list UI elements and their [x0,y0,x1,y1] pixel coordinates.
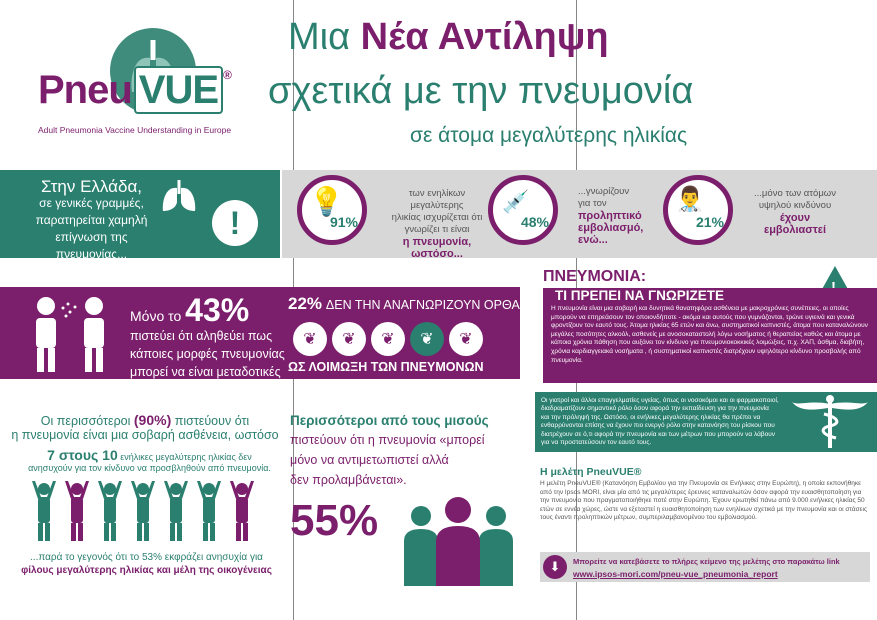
greece-box [0,170,280,261]
prevent-text: Περισσότεροι από τους μισούς πιστεύουν ότι η πνευμονία «μπορεί μόνο να αντιμετωπιστεί αλλά δεν προλαμβάνεται». [290,413,489,487]
greece-text: σε γενικές γραμμές, [39,196,144,210]
greece-text: παρατηρείται χαμηλή [35,213,148,227]
study-link[interactable]: www.ipsos-mori.com/pneu-vue_pneumonia_report [573,569,778,579]
stat-value: 91% [329,214,358,230]
contagious-value: 43% [185,292,250,328]
page-title: Μια Νέα Αντίληψη [288,16,609,58]
stat-text: των ενηλίκων μεγαλύτερης ηλικίας ισχυρίζεται ότι γνωρίζει τι είναι η πνευμονία, ωστόσο... [391,188,483,260]
people-group-icon [396,496,521,586]
logo-subtitle: Adult Pneumonia Vaccine Understanding in Europe [38,125,232,135]
contagious-text: Μόνο το 43% πιστεύει ότι αληθεύει πως κάποιες μορφές πνευμονίας μπορεί να είναι μεταδοτικές [130,292,285,379]
facts-box [543,268,877,383]
greece-heading: Στην Ελλάδα, [40,177,142,196]
lungs-icon: ❦ [293,322,327,356]
doctors-text: Οι γιατροί και άλλοι επαγγελματίες υγείας, όπως οι νοσοκόμοι και οι φαρμακοποιοί, διαδραματίζουν σημαντικό ρόλο όσον αφορά την εκπαίδευση για την πνευμονία και την πρόληψή της. Ωστόσο, οι ενήλικες μεγαλύτερης ηλικίας θα πρέπει να ενθαρρύνονται επίσης να έχουν πιο ενεργό ρόλο στην κατανόηση του ρίσκου που διατρέχουν σε ό,τι αφορά την πνευμονία και των μέτρων που μπορούν να λάβουν για να προστατεύσουν τον εαυτό τους. [541,397,779,447]
facts-panel [543,288,877,383]
facts-subtitle: ΤΙ ΠΡΕΠΕΙ ΝΑ ΓΝΩΡΙΖΕΤΕ [555,288,724,303]
facts-body: Η πνευμονία είναι μια σοβαρή και δυνητικά θανατηφόρα ασθένεια με μακροχρόνιες συνέπειες, οι οποίες μπορούν να επηρεάσουν τον οποιονδήποτε - ακόμα και αυτούς που γυμνάζονται, τρώνε υγιεινά και γενικά φροντίζουν τον εαυτό τους. Άτομα ηλικίας 65 ετών και άνω, συστηματικοί καπνιστές, άτομα που καταναλώνουν μεγάλες ποσότητες αλκοόλ, ασθενείς με ανοσοκαταστολή λόγω νοσήματος ή θεραπείας καθώς και άτομα με κάποια χρόνια πάθηση που αυξάνει τον κίνδυνο για πνευμονιοκοκκικές λοιμώξεις, π.χ. ΧΑΠ, άσθμα, διαβήτη, χρόνια καρδιαγγειακά νοσήματα , ή συστηματικοί καπνιστές διατρέχουν υψηλότερο κίνδυνο προσβολής από πνευμονία. [551,305,868,364]
lungs-value: 22% [288,294,323,313]
doctors-box [535,392,877,452]
page-title-line2: σχετικά με την πνευμονία [268,70,694,112]
serious-stat: 7 στους 10 ενήλικες μεγαλύτερης ηλικίας δεν ανησυχούν για τον κίνδυνο να προσβληθούν από πνευμονία. [28,447,271,473]
coughing-people-icon [28,294,118,374]
lungs-icon [160,180,198,212]
facts-title: ΠΝΕΥΜΟΝΙΑ: [543,268,647,285]
download-box [540,552,870,582]
lungs-icon: ❦ [449,322,483,356]
lungs-icon: ❦ [332,322,366,356]
lungs-icon: ❦ [371,322,405,356]
syringe-icon: 💉 [502,189,530,214]
download-icon[interactable]: ⬇ [543,555,567,579]
serious-text: Οι περισσότεροι (90%) πιστεύουν ότι η πνευμονία είναι μια σοβαρή ασθένεια, ωστόσο [11,412,279,442]
logo: Pneu VUE ® [38,68,231,112]
stat-value: 48% [520,214,549,230]
lungs-stat-top: 22% ΔΕΝ ΤΗΝ ΑΝΑΓΝΩΡΙΖΟΥΝ ΟΡΘΑ [288,294,520,313]
download-text: Μπορείτε να κατεβάσετε το πλήρες κείμενο της μελέτης στο παρακάτω link [573,557,840,566]
caduceus-icon [790,394,870,450]
study-body: Η μελέτη PneuVUE® (Κατανόηση Εμβολίου για την Πνευμονία σε Ενήλικες στην Ευρώπη), η οποία εκπονήθηκε από την Ipsos MORI, είναι μία από τις μεγαλύτερες έρευνες καταναλωτών όσον αφορά την ευαισθητοποίηση για την πνευμονία που πραγματοποιήθηκε ποτέ στην Ευρώπη. Έχουν ερωτηθεί πάνω από 9.000 ενήλικες ηλικίας 50 ετών σε εννέα χώρες, ώστε να εξεταστεί η ευαισθητοποίηση των ενηλίκων σχετικά με την πνευμονία και οι στάσεις τους έναντι προληπτικών μέτρων, συμπεριλαμβανομένου του εμβολιασμού. [540,480,868,522]
lungs-icon-highlight: ❦ [410,322,444,356]
study-section [540,466,870,523]
serious-footer: ...παρά το γεγονός ότι το 53% εκφράζει ανησυχία για φίλους μεγαλύτερης ηλικίας και μέλη της οικογένειας [21,552,272,576]
lungs-stat-bottom: ΩΣ ΛΟΙΜΩΞΗ ΤΩΝ ΠΝΕΥΜΟΝΩΝ [288,360,484,374]
greece-text: επίγνωση της πνευμονίας... [55,230,128,261]
study-title: Η μελέτη PneuVUE® [540,466,642,478]
lungs-row [293,322,483,356]
stat-21 [663,175,733,245]
stat-value: 21% [695,214,724,230]
lightbulb-icon: 💡 [309,186,344,217]
serious-stat-value: 7 στους 10 [47,447,118,463]
people-crowd-icon [32,481,272,543]
exclamation-icon: ! [212,200,258,246]
stat-48 [488,175,558,245]
stat-91 [297,175,367,245]
page-subtitle: σε άτομα μεγαλύτερης ηλικίας [410,124,688,147]
doctor-patient-icon: 👨‍⚕️ [675,186,705,213]
stat-text: ...γνωρίζουν για τον προληπτικό εμβολιασμό, ενώ... [578,186,644,246]
prevent-value: 55% [290,496,379,545]
stat-text: ...μόνο των ατόμων υψηλού κινδύνου έχουν εμβολιαστεί [754,188,836,236]
